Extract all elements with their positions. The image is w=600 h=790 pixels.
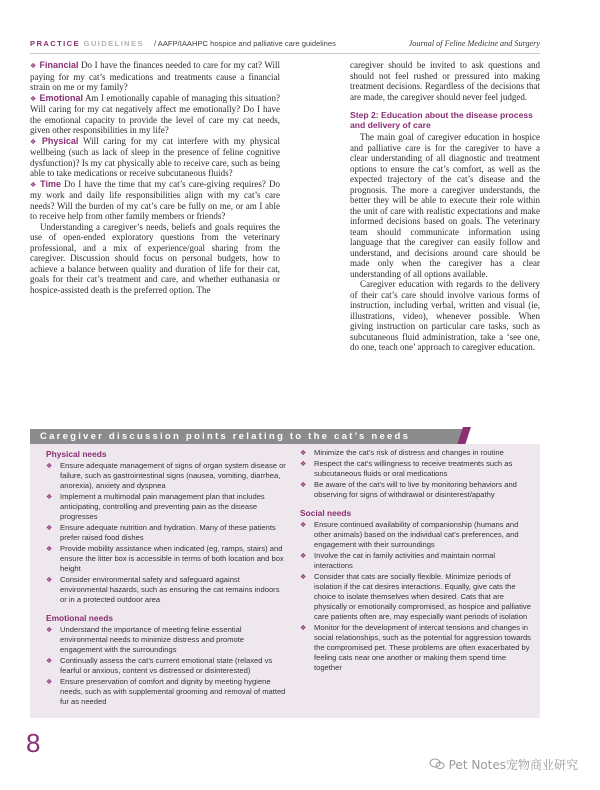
left-text-column xyxy=(30,60,280,295)
social-needs-list xyxy=(300,520,532,673)
box-title: Caregiver discussion points relating to the cat’s needs xyxy=(40,431,411,442)
header-divider xyxy=(30,53,540,54)
right-text-column xyxy=(350,60,540,353)
bullet-financial: ❖ Financial Do I have the finances needed to care for my cat? Will paying for my cat’s medications and treatments cause a financial strain on me or my family? xyxy=(30,60,280,92)
social-needs-heading: Social needs xyxy=(300,508,352,518)
diamond-bullet-icon: ❖ xyxy=(300,449,307,457)
running-header xyxy=(30,38,540,52)
list-item: ❖ Ensure adequate management of signs of organ system disease or failure, such as gastrointestinal signs (nausea, vomiting, diarrhea, anorexia), anxiety and dyspnea xyxy=(46,461,286,490)
list-item: ❖ Implement a multimodal pain management plan that includes anticipating, controlling and preventing pain as the disease progresses xyxy=(46,492,265,521)
list-item: ❖ Ensure adequate nutrition and hydration. Many of these patients prefer raised food dishes xyxy=(46,523,276,542)
diamond-bullet-icon: ❖ xyxy=(300,521,307,529)
diamond-bullet-icon: ❖ xyxy=(300,460,307,468)
journal-name: Journal of Feline Medicine and Surgery xyxy=(408,39,540,48)
emotional-needs-heading: Emotional needs xyxy=(46,613,114,623)
diamond-bullet-icon: ❖ xyxy=(46,626,53,634)
diamond-bullet-icon: ❖ xyxy=(46,462,53,470)
diamond-bullet-icon: ❖ xyxy=(300,573,307,581)
list-item: ❖ Minimize the cat’s risk of distress and changes in routine xyxy=(300,448,504,457)
diamond-bullet-icon: ❖ xyxy=(30,137,39,146)
list-item: ❖ Continually assess the cat’s current emotional state (relaxed vs fearful or anxious, content vs distressed or disinterested) xyxy=(46,656,273,675)
page-number: 8 xyxy=(26,728,41,758)
step2-paragraph-2: Caregiver education with regards to the delivery of their cat’s care should involve various forms of instruction, including verbal, written and visual (ie, illustrations, video), whenever possible. When giving instruction on particular care tasks, such as subcutaneous fluid administration, take a ‘see one, do one, teach one’ approach to caregiver education. xyxy=(350,279,540,352)
body-paragraph: Understanding a caregiver’s needs, beliefs and goals requires the use of open-ended exploratory questions from the veterinary professional, and a mix of experience/goal sharing from the caregiver. Discussion should focus on personal budgets, how to achieve a balance between quality and duration of life for their cat, goals for their cat’s treatment and care, and whether euthanasia or hospice-assisted death is the preferred option. The xyxy=(30,221,280,295)
bullet-emotional: ❖ Emotional Am I emotionally capable of managing this situation? Will caring for my cat negatively affect me emotionally? Do I have the emotional capacity to provide the level of care my cat needs, given other responsibilities in my life? xyxy=(30,92,280,135)
list-item: ❖ Consider that cats are socially flexible. Minimize periods of isolation if the cat desires interactions. Equally, give cats the choice to isolate themselves when desired. Cats that are physically or emotionally compromised, as hospice and palliative care patients often are, may especially want periods of isolation xyxy=(300,572,531,621)
diamond-bullet-icon: ❖ xyxy=(30,180,38,189)
box-right-column xyxy=(300,448,532,674)
physical-needs-list xyxy=(46,461,286,605)
box-left-column xyxy=(46,448,286,708)
list-item: ❖ Respect the cat’s willingness to receive treatments such as subcutaneous fluids or oral medications xyxy=(300,459,513,478)
step2-paragraph-1: The main goal of caregiver education in hospice and palliative care is for the caregiver to have a clear understanding of all diagnostic and treatment options to ensure the cat’s comfort, as well as the expected trajectory of the cat’s disease and the prognosis. The more a caregiver understands, the better they will be able to execute their role within the unit of care with realistic expectations and make informed decisions based on goals. The veterinary team should communicate information using language that the caregiver can easily follow and understand, and decisions around care should be made only when the caregiver has a clear understanding of all options available. xyxy=(350,132,540,279)
list-item: ❖ Involve the cat in family activities and maintain normal interactions xyxy=(300,551,496,570)
list-item: ❖ Consider environmental safety and safeguard against environmental hazards, such as ensuring the cat remains indoors or in a protected outdoor area xyxy=(46,575,280,604)
header-title: / AAFP/IAAHPC hospice and palliative care guidelines xyxy=(154,39,336,48)
list-item: ❖ Provide mobility assistance when indicated (eg, ramps, stairs) and ensure the litter box is accessible in terms of both location and box height xyxy=(46,544,284,573)
diamond-bullet-icon: ❖ xyxy=(46,545,53,553)
diamond-bullet-icon: ❖ xyxy=(46,524,53,532)
diamond-bullet-icon: ❖ xyxy=(46,576,53,584)
diamond-bullet-icon: ❖ xyxy=(300,481,307,489)
physical-needs-heading: Physical needs xyxy=(46,449,107,459)
list-item: ❖ Monitor for the development of intercat tensions and changes in social relationships, such as the potential for aggression towards the compromised pet. These problems are often exacerbated by feeling cats near one another or making them spend time together xyxy=(300,623,531,672)
section-label: PRACTICE GUIDELINES xyxy=(30,39,144,48)
bullet-physical: ❖ Physical Will caring for my cat interfere with my physical wellbeing (such as lack of sleep in the presence of feline cognitive dysfunction)? Is my cat physically able to receive care, such as being able to take medications or receive subcutaneous fluids? xyxy=(30,135,280,178)
body-paragraph-continued: caregiver should be invited to ask questions and should not feel rushed or pressured into making treatment decisions. Regardless of the decisions that are made, the caregiver should never feel judged. xyxy=(350,60,540,102)
diamond-bullet-icon: ❖ xyxy=(300,552,307,560)
diamond-bullet-icon: ❖ xyxy=(46,657,53,665)
list-item: ❖ Understand the importance of meeting feline essential environmental needs to minimize distress and promote engagement with the surroundings xyxy=(46,625,245,654)
list-item: ❖ Ensure continued availability of companionship (humans and other animals) based on the individual cat’s preferences, and engagement with their surroundings xyxy=(300,520,519,549)
list-item: ❖ Ensure preservation of comfort and dignity by meeting hygiene needs, such as with supplemental grooming and removal of matted fur as needed xyxy=(46,677,286,706)
emotional-needs-list xyxy=(46,625,286,707)
list-item: ❖ Be aware of the cat’s will to live by monitoring behaviors and observing for signs of withdrawal or disinterest/apathy xyxy=(300,480,517,499)
step2-heading: Step 2: Education about the disease process and delivery of care xyxy=(350,110,533,130)
emotional-needs-list-continued xyxy=(300,448,532,500)
bullet-time: ❖ Time Do I have the time that my cat’s care-giving requires? Do my work and daily life responsibilities align with my cat’s care needs? Will the burden of my cat’s care be fully on me, or am I able to receive help from other family members or friends? xyxy=(30,178,280,221)
diamond-bullet-icon: ❖ xyxy=(30,94,37,103)
wechat-icon xyxy=(429,758,445,770)
diamond-bullet-icon: ❖ xyxy=(300,624,307,632)
diamond-bullet-icon: ❖ xyxy=(46,493,53,501)
diamond-bullet-icon: ❖ xyxy=(46,678,53,686)
diamond-bullet-icon: ❖ xyxy=(30,62,37,70)
watermark: Pet Notes宠物商业研究 xyxy=(429,756,578,773)
